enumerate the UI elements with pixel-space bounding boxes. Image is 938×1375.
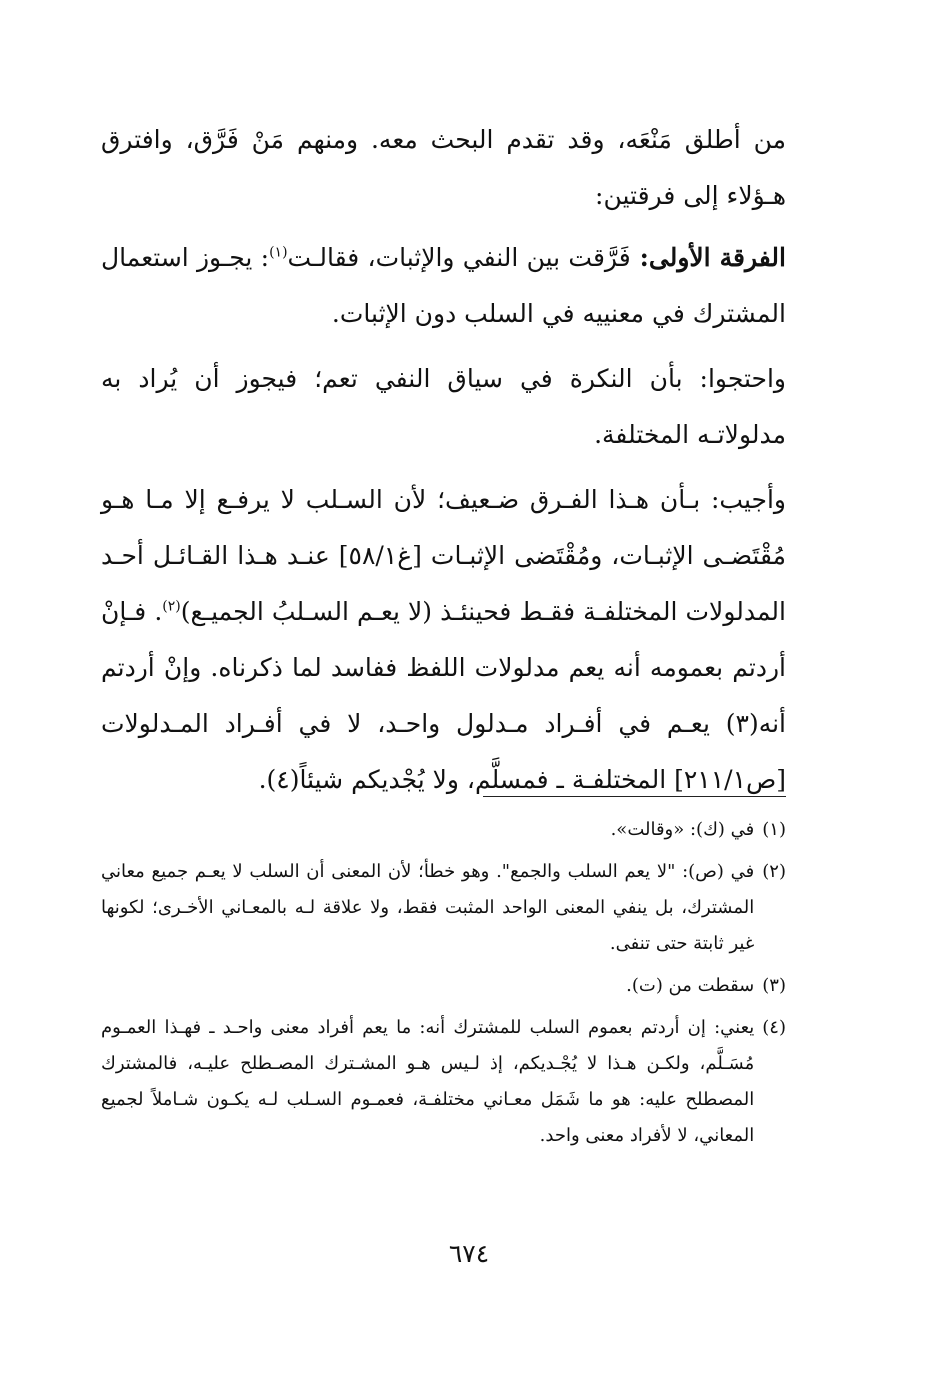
paragraph-text-after: : يجـوز استعمال المشترك في معنييه في السلب دون الإثبات. <box>101 243 786 328</box>
footnote-number: (٢) <box>762 861 786 882</box>
paragraph-text-after: . فـإنْ أردتم بعمومه أنه يعم مدلولات اللفظ ففاسد لما ذكرناه. وإنْ أردتم أنه(٣) يعـم في أفـراد مـدلول واحـد، لا في أفـراد المـدلولات [ص٢١١/١] المختلفـة ـ فمسلَّم، ولا يُجْديكم شيئاً(٤). <box>101 597 786 794</box>
paragraph-intro <box>101 112 786 224</box>
footnote-text: في (ك): «وقالت». <box>610 819 755 840</box>
paragraph-first-group <box>101 230 786 342</box>
footnote-number: (٤) <box>762 1017 786 1038</box>
paragraph-text: واحتجوا: بأن النكرة في سياق النفي تعم؛ فيجوز أن يُراد به مدلولاتـه المختلفة. <box>101 364 786 449</box>
footnote-ref[interactable]: (١) <box>269 244 288 261</box>
main-text <box>101 112 786 817</box>
footnote-text: يعني: إن أردتم بعموم السلب للمشترك أنه: ما يعم أفراد معنى واحـد ـ فهـذا العمـوم مُسَـلَّم، ولكـن هـذا لا يُجْـديكم، إذ لـيس هـو المشـترك المصـطلح عليـه، فالمشترك المصطلح عليه: هو ما شَمَل معـاني مختلفـة، فعمـوم السـلب لـه يكـون شـاملاً لجميع المعاني، لا لأفراد معنى واحد. <box>101 1017 755 1146</box>
paragraph-text: فَرَّقت بين النفي والإثبات، فقالـت <box>287 243 631 272</box>
footnote-text: سقطت من (ت). <box>626 975 755 996</box>
paragraph-text: وأجيب: بـأن هـذا الفـرق ضـعيف؛ لأن السـلب لا يرفـع إلا مـا هـو مُقْتَضـى الإثبـات، ومُقْتَضى الإثبـات [غ٥٨/١] عنـد هـذا القـائـل أحـد المدلولات المختلفـة فقـط فحينئـذ (لا يعـم السـلبُ الجميـع) <box>101 485 786 626</box>
paragraph-lead: الفرقة الأولى: <box>630 243 786 272</box>
footnote-item <box>101 812 786 848</box>
page-number: ٦٧٤ <box>448 1239 490 1268</box>
footnote-divider <box>483 796 786 797</box>
footnote-number: (٣) <box>762 975 786 996</box>
paragraph-argument <box>101 351 786 463</box>
footnotes <box>101 812 786 1160</box>
footnote-item <box>101 968 786 1004</box>
footnote-item <box>101 854 786 962</box>
footnote-ref[interactable]: (٢) <box>162 598 181 615</box>
footnote-text: في (ص): "لا يعم السلب والجمع". وهو خطأ؛ لأن المعنى أن السلب لا يعـم جميع معاني المشترك، بل ينفي المعنى الواحد المثبت فقط، ولا علاقة لـه بالمعـاني الأخـرى؛ لكونها غير ثابتة حتى تنفى. <box>101 861 755 954</box>
paragraph-text: من أطلق مَنْعَه، وقد تقدم البحث معه. ومنهم مَنْ فَرَّق، وافترق هـؤلاء إلى فرقتين: <box>101 125 786 210</box>
footnote-number: (١) <box>762 819 786 840</box>
paragraph-response <box>101 472 786 808</box>
footnote-item <box>101 1010 786 1154</box>
